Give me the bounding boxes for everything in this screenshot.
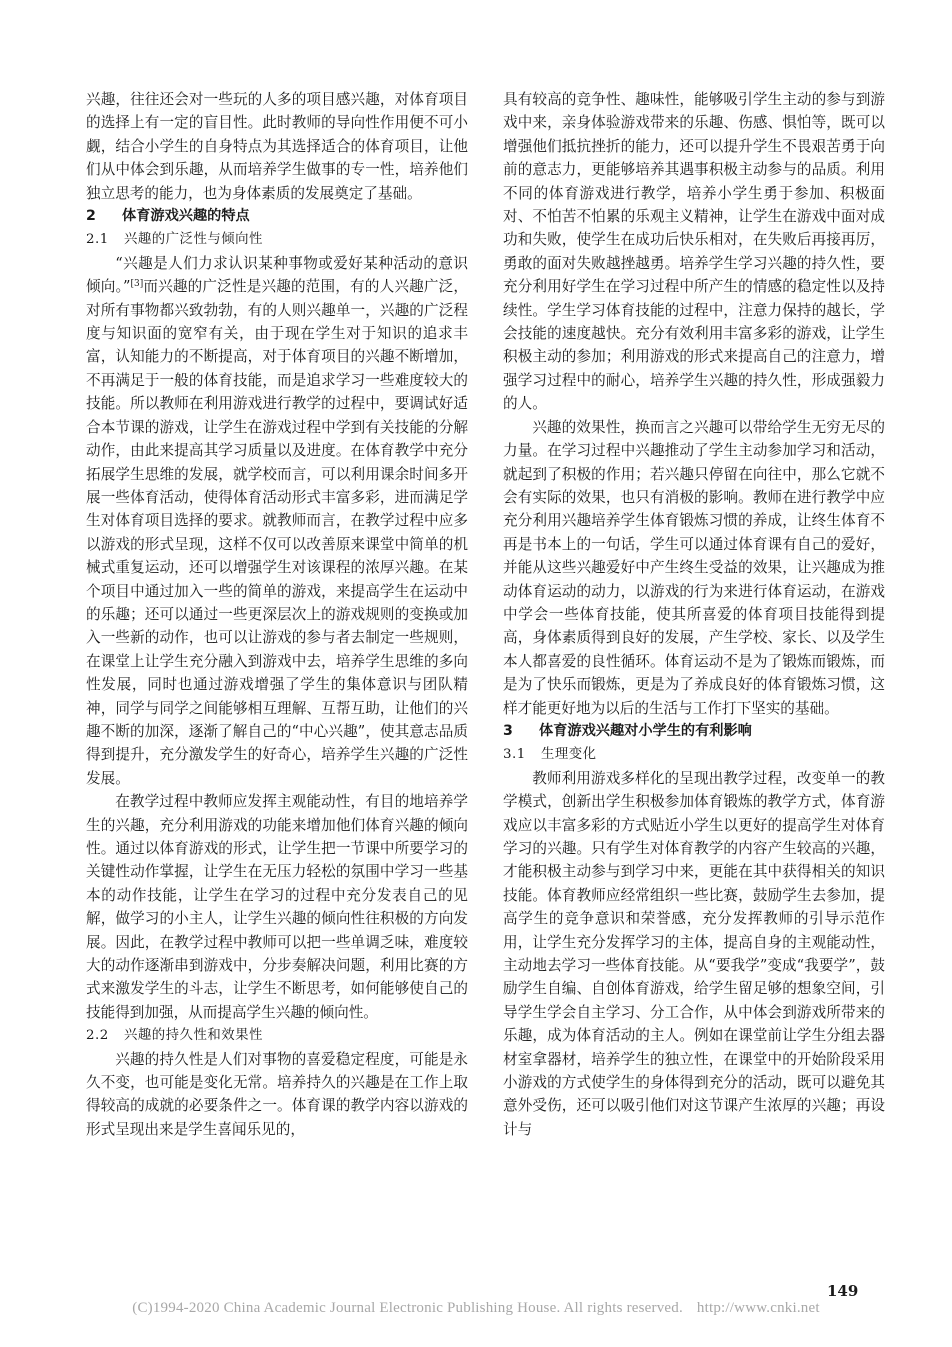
subsection-number: 2.1 [86,232,109,248]
paragraph: 具有较高的竞争性、趣味性，能够吸引学生主动的参与到游戏中来，亲身体验游戏带来的乐趣、伤感、惧怕等，既可以增强他们抵抗挫折的能力，还可以提升学生不畏艰苦勇于向前的意志力，更能够培养其遇事积极主动参与的品质。利用不同的体育游戏进行教学，培养小学生勇于参加、积极面对、不怕苦不怕累的乐观主义精神，让学生在游戏中面对成功和失败，使学生在成功后快乐相对，在失败后再接再厉，勇敢的面对失败越挫越勇。培养学生学习兴趣的持久性，要充分利用好学生在学习过程中所产生的情感的稳定性以及持续性。学生学习体育技能的过程中，注意力保持的越长，学会技能的速度越快。充分有效利用丰富多彩的游戏，让学生积极主动的参加；利用游戏的形式来提高自己的注意力，增强学习过程中的耐心，培养学生兴趣的持久性，形成强毅力的人。 [503,91,885,413]
paragraph: 教师利用游戏多样化的呈现出教学过程，改变单一的教学模式，创新出学生积极参加体育锻炼的教学方式，体育游戏应以丰富多彩的方式贴近小学生以更好的提高学生对体育学习的兴趣。只有学生对体育教学的内容产生较高的兴趣，才能积极主动参与到学习中来，更能在其中获得相关的知识技能。体育教师应经常组织一些比赛，鼓励学生去参加，提高学生的竞争意识和荣誉感，充分发挥教师的引导示范作用，让学生充分发挥学习的主体，提高自身的主观能动性，主动地去学习一些体育技能。从“要我学”变成“我要学”，鼓励学生自编、自创体育游戏，给学生留足够的想象空间，引导学生学会自主学习、分工合作，从中体会到游戏所带来的乐趣，成为体育活动的主人。例如在课堂前让学生分组去器材室拿器材，培养学生的独立性，在课堂中的开始阶段采用小游戏的方式使学生的身体得到充分的活动，既可以避免其意外受伤，还可以吸引他们对这节课产生浓厚的兴趣；再设计与 [503,769,885,1138]
copyright-footer [0,1300,952,1317]
paragraph: 兴趣的持久性是人们对事物的喜爱稳定程度，可能是永久不变，也可能是变化无常。培养持久的兴趣是在工作上取得较高的成就的必要条件之一。体育课的教学内容以游戏的形式呈现出来是学生喜闻乐见的， [86,1050,468,1138]
section-number: 3 [503,722,513,739]
right-column [503,88,885,1141]
quote-text: “兴趣是人们力求认识某种事物或爱好某种活动的意识倾向。” [86,254,468,296]
paragraph: 兴趣的效果性，换而言之兴趣可以带给学生无穷无尽的力量。在学习过程中兴趣推动了学生主动参加学习和活动，就起到了积极的作用；若兴趣只停留在向往中，那么它就不会有实际的效果，也只有消极的影响。教师在进行教学中应充分利用兴趣培养学生体育锻炼习惯的养成，让终生体育不再是书本上的一句话，学生可以通过体育课有自己的爱好，并能从这些兴趣爱好中产生终生受益的效果，让兴趣成为推动体育运动的动力，以游戏的行为来进行体育运动，在游戏中学会一些体育技能，使其所喜爱的体育项目技能得到提高，身体素质得到良好的发展，产生学校、家长、以及学生本人都喜爱的良性循环。体育运动不是为了锻炼而锻炼，而是为了快乐而锻炼，更是为了养成良好的体育锻炼习惯，这样才能更好地为以后的生活与工作打下坚实的基础。 [503,418,885,717]
section-heading [503,720,885,743]
subsection-number: 3.1 [503,747,526,763]
subsection-heading [503,743,885,766]
paragraph [86,252,468,790]
section-number: 2 [86,208,96,225]
subsection-heading [86,1024,468,1047]
subsection-heading [86,228,468,251]
paragraph-text: 而兴趣的广泛性是兴趣的范围，有的人兴趣广泛，对所有事物都兴致勃勃，有的人则兴趣单一，兴趣的广泛程度与知识面的宽窄有关，由于现在学生对于知识的追求丰富，认知能力的不断提高，对于体育项目的兴趣不断增加，不再满足于一般的体育技能，而是追求学习一些难度较大的技能。所以教师在利用游戏进行教学的过程中，要调试好适合本节课的游戏，让学生在游戏过程中学到有关技能的分解动作，由此来提高其学习质量以及进度。在体育教学中充分拓展学生思维的发展，就学校而言，可以利用课余时间多开展一些体育活动，使得体育活动形式丰富多彩，进而满足学生对体育项目选择的要求。就教师而言，在教学过程中应多以游戏的形式呈现，这样不仅可以改善原来课堂中简单的机械式重复运动，还可以增强学生对该课程的浓厚兴趣。在某个项目中通过加入一些的简单的游戏，来提高学生在运动中的乐趣；还可以通过一些更深层次上的游戏规则的变换或加入一些新的动作，也可以让游戏的参与者去制定一些规则，在课堂上让学生充分融入到游戏中去，培养学生思维的多向性发展，同时也通过游戏增强了学生的集体意识与团队精神，同学与同学之间能够相互理解、互帮互助，让他们的兴趣不断的加深，逐渐了解自己的“中心兴趣”，使其意志品质得到提升，充分激发学生的好奇心，培养学生兴趣的广泛性发展。 [86,278,468,787]
paragraph: 兴趣，往往还会对一些玩的人多的项目感兴趣，对体育项目的选择上有一定的盲目性。此时教师的导向性作用便不可小觑，结合小学生的自身特点为其选择适合的体育项目，让他们从中体会到乐趣，从而培养学生做事的专一性，培养他们独立思考的能力，也为身体素质的发展奠定了基础。 [86,91,468,202]
subsection-title: 兴趣的持久性和效果性 [124,1028,263,1044]
footer-url: http://www.cnki.net [696,1300,820,1316]
subsection-number: 2.2 [86,1028,109,1044]
paragraph: 在教学过程中教师应发挥主观能动性，有目的地培养学生的兴趣，充分利用游戏的功能来增加他们体育兴趣的倾向性。通过以体育游戏的形式，让学生把一节课中所要学习的关键性动作掌握，让学生在无压力轻松的氛围中学习一些基本的动作技能，让学生在学习的过程中充分发表自己的见解，做学习的小主人，让学生兴趣的倾向性往积极的方向发展。因此，在教学过程中教师可以把一些单调乏味，难度较大的动作逐渐串到游戏中，分步奏解决问题，利用比赛的方式来激发学生的斗志，让学生不断思考，如何能够使自己的技能得到加强，从而提高学生兴趣的倾向性。 [86,793,468,1021]
copyright-text: (C)1994-2020 China Academic Journal Electronic Publishing House. All rights reserved. [132,1300,683,1316]
section-title: 体育游戏兴趣的特点 [122,208,250,225]
subsection-title: 兴趣的广泛性与倾向性 [124,232,263,248]
page-number: 149 [827,1282,859,1300]
section-heading [86,205,468,228]
left-column [86,88,468,1141]
reference-marker: [3] [130,279,144,290]
section-title: 体育游戏兴趣对小学生的有利影响 [539,722,752,739]
subsection-title: 生理变化 [541,747,597,763]
